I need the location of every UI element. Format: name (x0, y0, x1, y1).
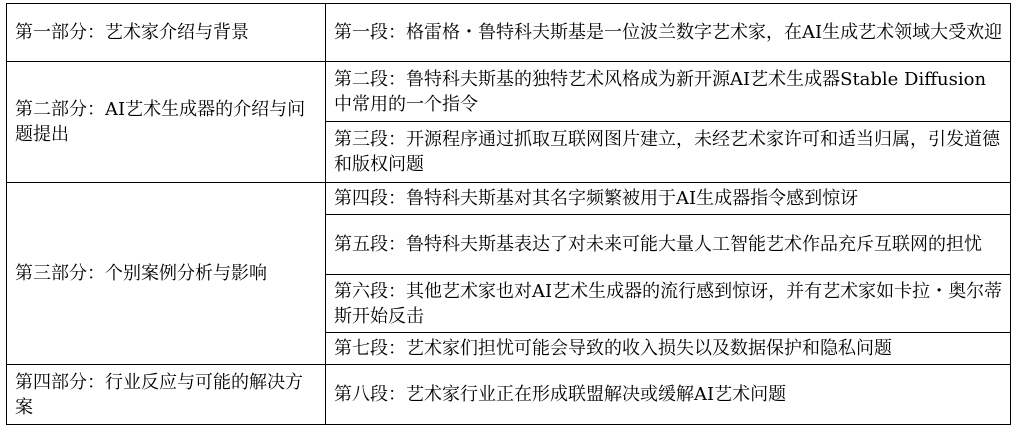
paragraph-cell: 第四段：鲁特科夫斯基对其名字频繁被用于AI生成器指令感到惊讶 (326, 183, 1011, 215)
paragraph-cell: 第二段：鲁特科夫斯基的独特艺术风格成为新开源AI艺术生成器Stable Diffusion中常用的一个指令 (326, 62, 1011, 122)
section-title-cell: 第一部分：艺术家介绍与背景 (7, 4, 326, 62)
section-title-cell: 第二部分：AI艺术生成器的介绍与问题提出 (7, 62, 326, 183)
section-title-cell: 第三部分：个别案例分析与影响 (7, 183, 326, 365)
paragraph-cell: 第八段：艺术家行业正在形成联盟解决或缓解AI艺术问题 (326, 365, 1011, 425)
table-row (7, 183, 1011, 215)
paragraph-cell: 第三段：开源程序通过抓取互联网图片建立，未经艺术家许可和适当归属，引发道德和版权问题 (326, 122, 1011, 183)
paragraph-cell: 第七段：艺术家们担忧可能会导致的收入损失以及数据保护和隐私问题 (326, 333, 1011, 365)
paragraph-cell: 第五段：鲁特科夫斯基表达了对未来可能大量人工智能艺术作品充斥互联网的担忧 (326, 215, 1011, 275)
table-row (7, 4, 1011, 62)
table-row (7, 365, 1011, 425)
outline-table (6, 3, 1011, 425)
paragraph-cell: 第一段：格雷格・鲁特科夫斯基是一位波兰数字艺术家，在AI生成艺术领域大受欢迎 (326, 4, 1011, 62)
table-row (7, 62, 1011, 122)
section-title-cell: 第四部分：行业反应与可能的解决方案 (7, 365, 326, 425)
paragraph-cell: 第六段：其他艺术家也对AI艺术生成器的流行感到惊讶，并有艺术家如卡拉・奥尔蒂斯开始反击 (326, 275, 1011, 333)
